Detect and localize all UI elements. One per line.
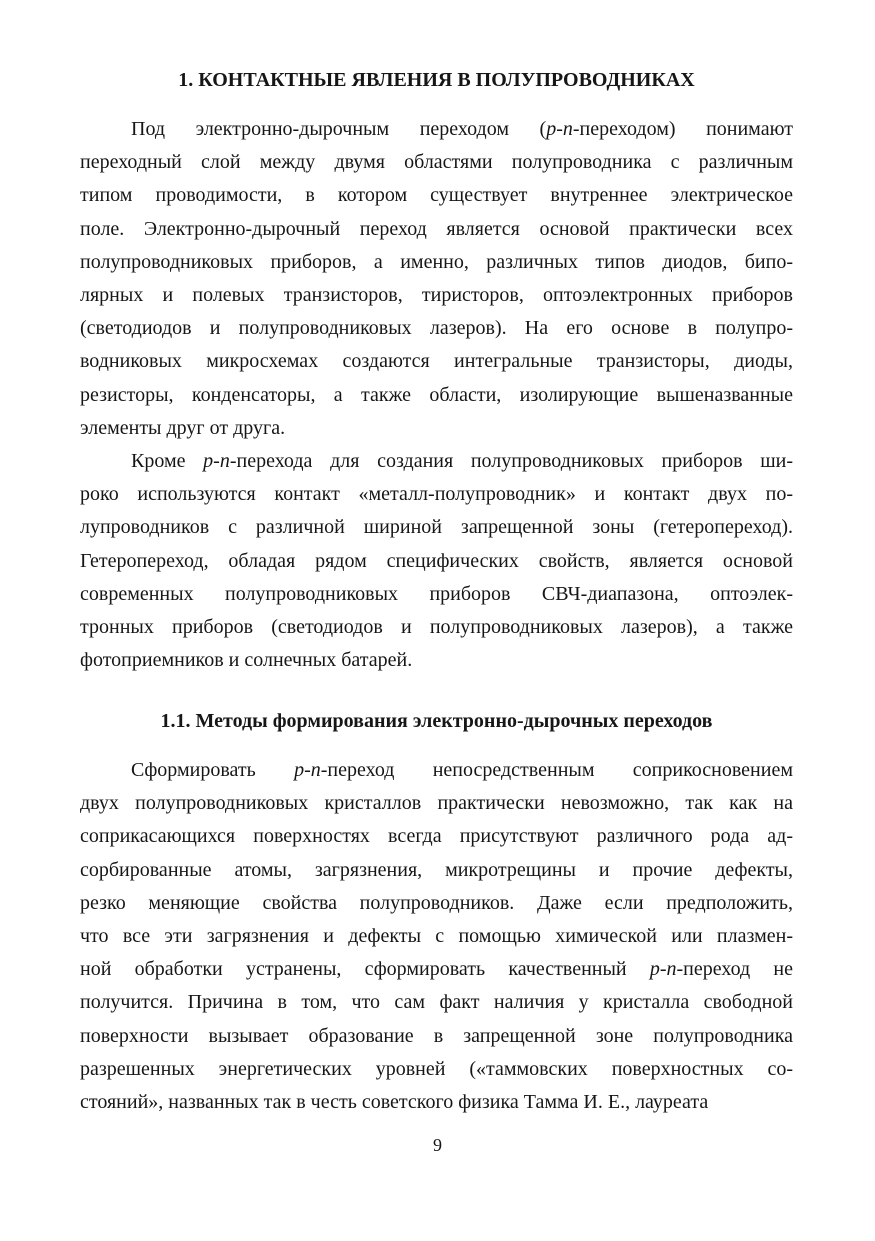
text-run: полупроводниковых приборов, а именно, различных типов диодов, бипо- <box>80 250 793 273</box>
text-run: типом проводимости, в котором существует внутреннее электрическое <box>80 184 793 207</box>
text-line <box>80 445 793 478</box>
text-line <box>80 113 793 146</box>
text-line <box>80 146 793 179</box>
text-run: получится. Причина в том, что сам факт наличия у кристалла свободной <box>80 991 793 1014</box>
text-run: двух полупроводниковых кристаллов практически невозможно, так как на <box>80 792 793 815</box>
text-run: фотоприемников и солнечных батарей. <box>80 649 413 672</box>
text-line <box>80 179 793 212</box>
text-line <box>80 312 793 345</box>
text-line <box>80 511 793 544</box>
text-line <box>80 213 793 246</box>
text-run: лупроводников с различной шириной запрещенной зоны (гетеропереход). <box>80 516 793 539</box>
text-run: Гетеропереход, обладая рядом специфических свойств, является основой <box>80 549 793 572</box>
text-line <box>80 345 793 378</box>
text-run: тронных приборов (светодиодов и полупроводниковых лазеров), а также <box>80 615 793 638</box>
italic-term: p-n <box>203 450 230 472</box>
text-line <box>80 1086 793 1119</box>
italic-term: p-n <box>294 759 321 781</box>
italic-term: p-n <box>649 958 677 981</box>
text-run: Кроме <box>131 450 204 472</box>
text-run: элементы друг от друга. <box>80 416 286 439</box>
text-run: резко меняющие свойства полупроводников. Даже если предположить, <box>80 891 793 914</box>
text-line <box>80 545 793 578</box>
text-line <box>80 953 793 986</box>
text-line <box>80 611 793 644</box>
text-run: сорбированные атомы, загрязнения, микротрещины и прочие дефекты, <box>80 858 793 881</box>
text-run: (светодиодов и полупроводниковых лазеров). На его основе в полупро- <box>80 317 793 340</box>
italic-term: p-n <box>546 118 573 140</box>
text-line <box>80 379 793 412</box>
text-run: переходный слой между двумя областями полупроводника с различным <box>80 151 793 174</box>
text-run: Под электронно-дырочным переходом ( <box>131 118 547 140</box>
text-line <box>80 412 793 445</box>
text-line <box>80 644 793 677</box>
text-line <box>80 246 793 279</box>
text-line <box>80 887 793 920</box>
text-line <box>80 1020 793 1053</box>
text-line <box>80 578 793 611</box>
text-line <box>80 754 793 787</box>
text-run: -переход непосредственным соприкосновением <box>320 759 793 781</box>
text-run: -переход не <box>676 958 793 981</box>
text-run: стояний», названных так в честь советского физика Тамма И. Е., лауреата <box>80 1090 709 1113</box>
text-run: ной обработки устранены, сформировать качественный <box>80 958 650 981</box>
text-line <box>80 986 793 1019</box>
text-run: разрешенных энергетических уровней («таммовских поверхностных со- <box>80 1057 793 1080</box>
text-run: -перехода для создания полупроводниковых приборов ши- <box>229 450 793 472</box>
paragraph-3 <box>80 754 793 1119</box>
chapter-title: 1. КОНТАКТНЫЕ ЯВЛЕНИЯ В ПОЛУПРОВОДНИКАХ <box>178 69 695 91</box>
paragraph-2 <box>80 445 793 677</box>
text-run: водниковых микросхемах создаются интегральные транзисторы, диоды, <box>80 350 793 373</box>
text-run: лярных и полевых транзисторов, тиристоров, оптоэлектронных приборов <box>80 283 793 306</box>
text-line <box>80 854 793 887</box>
text-run: резисторы, конденсаторы, а также области, изолирующие вышеназванные <box>80 383 793 406</box>
text-run: Сформировать <box>131 759 295 781</box>
text-line <box>80 1053 793 1086</box>
text-run: -переходом) понимают <box>572 118 793 140</box>
paragraph-1 <box>80 113 793 445</box>
text-line <box>80 820 793 853</box>
page-number: 9 <box>433 1135 442 1155</box>
text-line <box>80 787 793 820</box>
section-heading: 1.1. Методы формирования электронно-дырочных переходов <box>160 710 713 732</box>
text-run: современных полупроводниковых приборов СВЧ-диапазона, оптоэлек- <box>80 582 793 605</box>
text-run: поле. Электронно-дырочный переход является основой практически всех <box>80 217 793 240</box>
text-line <box>80 920 793 953</box>
text-run: роко используются контакт «металл-полупроводник» и контакт двух по- <box>80 483 793 506</box>
text-line <box>80 478 793 511</box>
text-run: соприкасающихся поверхностях всегда присутствуют различного рода ад- <box>80 825 793 848</box>
text-line <box>80 279 793 312</box>
text-run: поверхности вызывает образование в запрещенной зоне полупроводника <box>80 1024 793 1047</box>
text-run: что все эти загрязнения и дефекты с помощью химической или плазмен- <box>80 924 793 947</box>
